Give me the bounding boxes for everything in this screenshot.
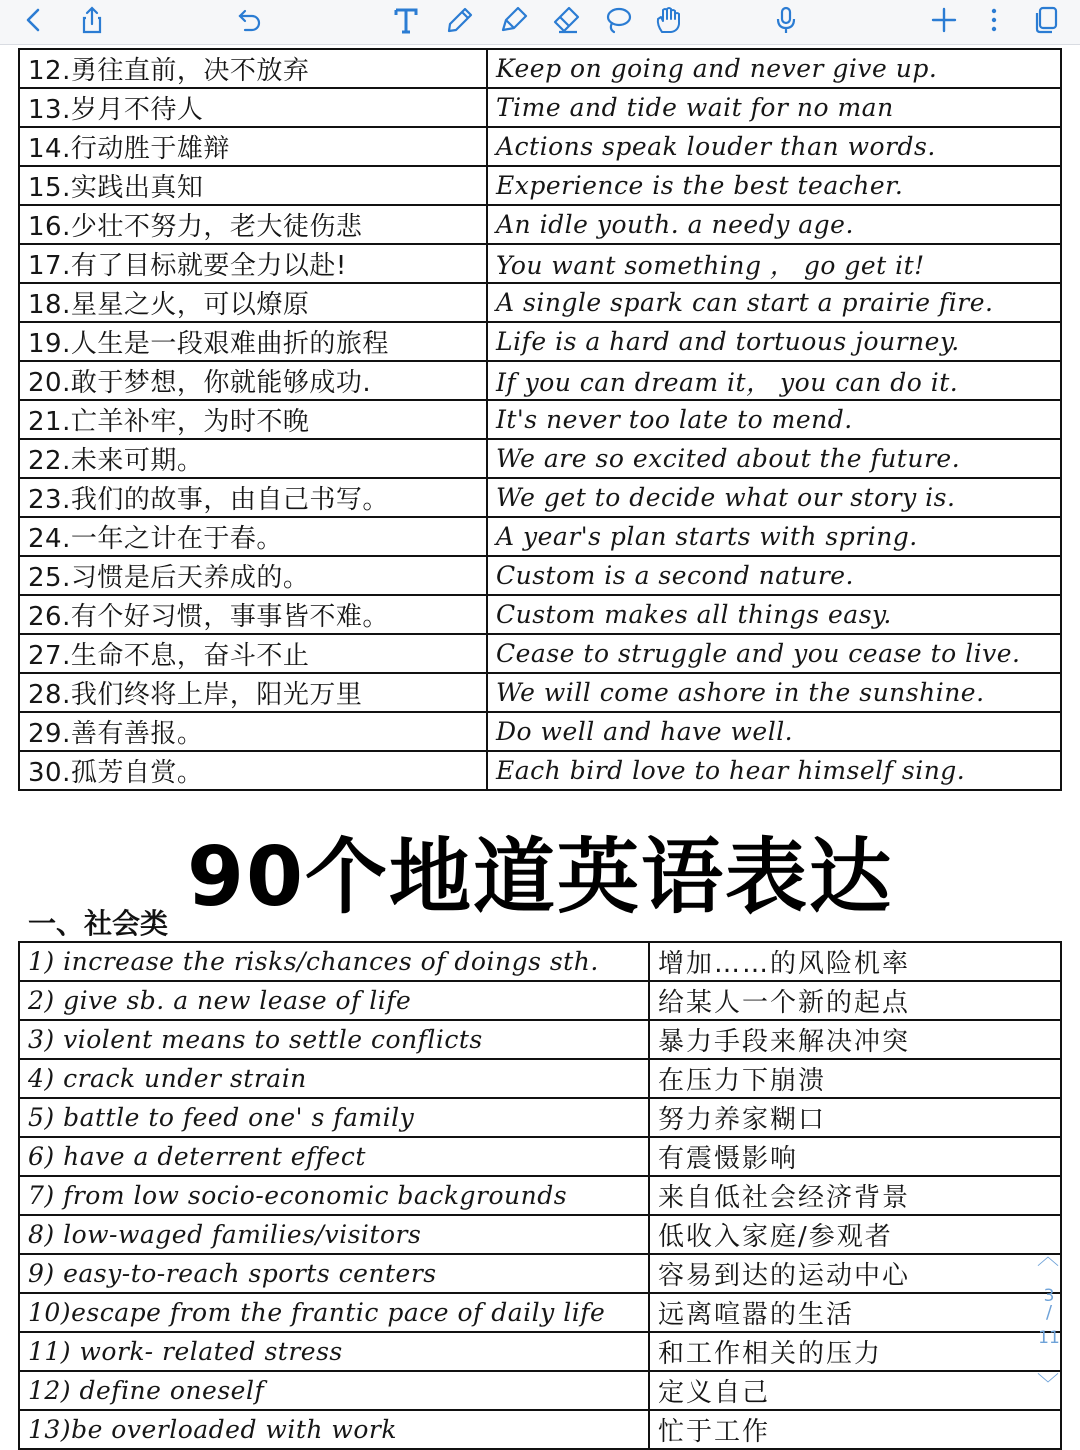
chevron-up-icon[interactable]: ︿ bbox=[1037, 1245, 1060, 1270]
chevron-down-icon[interactable]: ﹀ bbox=[1037, 1373, 1060, 1398]
chinese-cell: 来自低社会经济背景 bbox=[649, 1176, 1061, 1215]
english-cell: Do well and have well. bbox=[487, 712, 1061, 751]
table-row bbox=[19, 712, 1061, 751]
chinese-cell: 暴力手段来解决冲突 bbox=[649, 1020, 1061, 1059]
table-row bbox=[19, 1059, 1061, 1098]
table-row bbox=[19, 634, 1061, 673]
table-row bbox=[19, 49, 1061, 88]
chinese-cell: 21.亡羊补牢，为时不晚 bbox=[19, 400, 487, 439]
table-row bbox=[19, 556, 1061, 595]
table-row bbox=[19, 88, 1061, 127]
table-row bbox=[19, 322, 1061, 361]
english-cell: Keep on going and never give up. bbox=[487, 49, 1061, 88]
pen-icon[interactable] bbox=[440, 2, 480, 38]
table-row bbox=[19, 439, 1061, 478]
undo-icon[interactable] bbox=[230, 2, 270, 38]
microphone-icon[interactable] bbox=[766, 2, 806, 38]
table-row bbox=[19, 1293, 1061, 1332]
chinese-cell: 增加……的风险机率 bbox=[649, 942, 1061, 981]
add-icon[interactable] bbox=[924, 2, 964, 38]
chinese-cell: 26.有个好习惯，事事皆不难。 bbox=[19, 595, 487, 634]
table-row bbox=[19, 1371, 1061, 1410]
table-row bbox=[19, 1098, 1061, 1137]
english-cell: We are so excited about the future. bbox=[487, 439, 1061, 478]
english-cell: Time and tide wait for no man bbox=[487, 88, 1061, 127]
chinese-cell: 低收入家庭/参观者 bbox=[649, 1215, 1061, 1254]
proverbs-body bbox=[19, 49, 1061, 790]
lasso-icon[interactable] bbox=[598, 2, 638, 38]
text-icon[interactable] bbox=[386, 2, 426, 38]
chinese-cell: 29.善有善报。 bbox=[19, 712, 487, 751]
chinese-cell: 23.我们的故事，由自己书写。 bbox=[19, 478, 487, 517]
chinese-cell: 12.勇往直前，决不放弃 bbox=[19, 49, 487, 88]
hand-icon[interactable] bbox=[648, 2, 688, 38]
english-cell: Experience is the best teacher. bbox=[487, 166, 1061, 205]
highlighter-icon[interactable] bbox=[494, 2, 534, 38]
chinese-cell: 定义自己 bbox=[649, 1371, 1061, 1410]
english-cell: Custom is a second nature. bbox=[487, 556, 1061, 595]
table-row bbox=[19, 942, 1061, 981]
table-row bbox=[19, 1410, 1061, 1449]
total-pages: 11 bbox=[1038, 1328, 1060, 1348]
english-cell: A year's plan starts with spring. bbox=[487, 517, 1061, 556]
english-cell: Each bird love to hear himself sing. bbox=[487, 751, 1061, 790]
table-row bbox=[19, 1254, 1061, 1293]
table-row bbox=[19, 361, 1061, 400]
chinese-cell: 和工作相关的压力 bbox=[649, 1332, 1061, 1371]
chinese-cell: 容易到达的运动中心 bbox=[649, 1254, 1061, 1293]
share-icon[interactable] bbox=[72, 2, 112, 38]
chinese-cell: 有震慑影响 bbox=[649, 1137, 1061, 1176]
english-cell: We will come ashore in the sunshine. bbox=[487, 673, 1061, 712]
chinese-cell: 19.人生是一段艰难曲折的旅程 bbox=[19, 322, 487, 361]
english-cell: Custom makes all things easy. bbox=[487, 595, 1061, 634]
table-row bbox=[19, 478, 1061, 517]
english-cell: 1) increase the risks/chances of doings sth. bbox=[19, 942, 649, 981]
english-cell: 4) crack under strain bbox=[19, 1059, 649, 1098]
english-cell: If you can dream it， you can do it. bbox=[487, 361, 1061, 400]
section-title: 一、社会类 bbox=[28, 907, 169, 940]
english-cell: 8) low-waged families/visitors bbox=[19, 1215, 649, 1254]
table-row bbox=[19, 673, 1061, 712]
chinese-cell: 在压力下崩溃 bbox=[649, 1059, 1061, 1098]
english-cell: 12) define oneself bbox=[19, 1371, 649, 1410]
english-cell: 3) violent means to settle conflicts bbox=[19, 1020, 649, 1059]
table-row bbox=[19, 400, 1061, 439]
chinese-cell: 20.敢于梦想，你就能够成功. bbox=[19, 361, 487, 400]
chinese-cell: 25.习惯是后天养成的。 bbox=[19, 556, 487, 595]
english-cell: A single spark can start a prairie fire. bbox=[487, 283, 1061, 322]
chinese-cell: 远离喧嚣的生活 bbox=[649, 1293, 1061, 1332]
chinese-cell: 18.星星之火，可以燎原 bbox=[19, 283, 487, 322]
table-row bbox=[19, 981, 1061, 1020]
page-separator: / bbox=[1045, 1302, 1053, 1323]
chinese-cell: 15.实践出真知 bbox=[19, 166, 487, 205]
table-row bbox=[19, 283, 1061, 322]
table-row bbox=[19, 1176, 1061, 1215]
english-cell: 10)escape from the frantic pace of daily life bbox=[19, 1293, 649, 1332]
chinese-cell: 给某人一个新的起点 bbox=[649, 981, 1061, 1020]
chinese-cell: 17.有了目标就要全力以赴! bbox=[19, 244, 487, 283]
english-cell: An idle youth. a needy age. bbox=[487, 205, 1061, 244]
chinese-cell: 忙于工作 bbox=[649, 1410, 1061, 1449]
table-row bbox=[19, 244, 1061, 283]
chinese-cell: 28.我们终将上岸，阳光万里 bbox=[19, 673, 487, 712]
top-toolbar bbox=[0, 0, 1080, 45]
chinese-cell: 努力养家糊口 bbox=[649, 1098, 1061, 1137]
more-icon[interactable] bbox=[974, 2, 1014, 38]
expressions-body bbox=[19, 942, 1061, 1449]
chinese-cell: 22.未来可期。 bbox=[19, 439, 487, 478]
chinese-cell: 16.少壮不努力，老大徒伤悲 bbox=[19, 205, 487, 244]
english-cell: We get to decide what our story is. bbox=[487, 478, 1061, 517]
eraser-icon[interactable] bbox=[546, 2, 586, 38]
english-cell: 13)be overloaded with work bbox=[19, 1410, 649, 1449]
english-cell: 9) easy-to-reach sports centers bbox=[19, 1254, 649, 1293]
english-cell: 2) give sb. a new lease of life bbox=[19, 981, 649, 1020]
english-cell: It's never too late to mend. bbox=[487, 400, 1061, 439]
table-row bbox=[19, 1332, 1061, 1371]
english-cell: 5) battle to feed one' s family bbox=[19, 1098, 649, 1137]
table-row bbox=[19, 166, 1061, 205]
chinese-cell: 13.岁月不待人 bbox=[19, 88, 487, 127]
english-cell: You want something ， go get it! bbox=[487, 244, 1061, 283]
english-cell: Actions speak louder than words. bbox=[487, 127, 1061, 166]
chinese-cell: 27.生命不息，奋斗不止 bbox=[19, 634, 487, 673]
table-row bbox=[19, 517, 1061, 556]
page-title: 90个地道英语表达 bbox=[186, 830, 894, 925]
english-cell: Life is a hard and tortuous journey. bbox=[487, 322, 1061, 361]
chinese-cell: 14.行动胜于雄辩 bbox=[19, 127, 487, 166]
chinese-cell: 30.孤芳自赏。 bbox=[19, 751, 487, 790]
pages-icon[interactable] bbox=[1026, 2, 1066, 38]
proverbs-table bbox=[18, 48, 1062, 791]
table-row bbox=[19, 1215, 1061, 1254]
table-row bbox=[19, 1020, 1061, 1059]
english-cell: Cease to struggle and you cease to live. bbox=[487, 634, 1061, 673]
table-row bbox=[19, 205, 1061, 244]
table-row bbox=[19, 595, 1061, 634]
english-cell: 6) have a deterrent effect bbox=[19, 1137, 649, 1176]
chinese-cell: 24.一年之计在于春。 bbox=[19, 517, 487, 556]
table-row bbox=[19, 751, 1061, 790]
back-icon[interactable] bbox=[14, 2, 54, 38]
table-row bbox=[19, 1137, 1061, 1176]
english-cell: 7) from low socio-economic backgrounds bbox=[19, 1176, 649, 1215]
current-page: 3 bbox=[1043, 1286, 1055, 1306]
english-cell: 11) work- related stress bbox=[19, 1332, 649, 1371]
expressions-table bbox=[18, 941, 1062, 1450]
page-indicator bbox=[1034, 1240, 1064, 1400]
table-row bbox=[19, 127, 1061, 166]
